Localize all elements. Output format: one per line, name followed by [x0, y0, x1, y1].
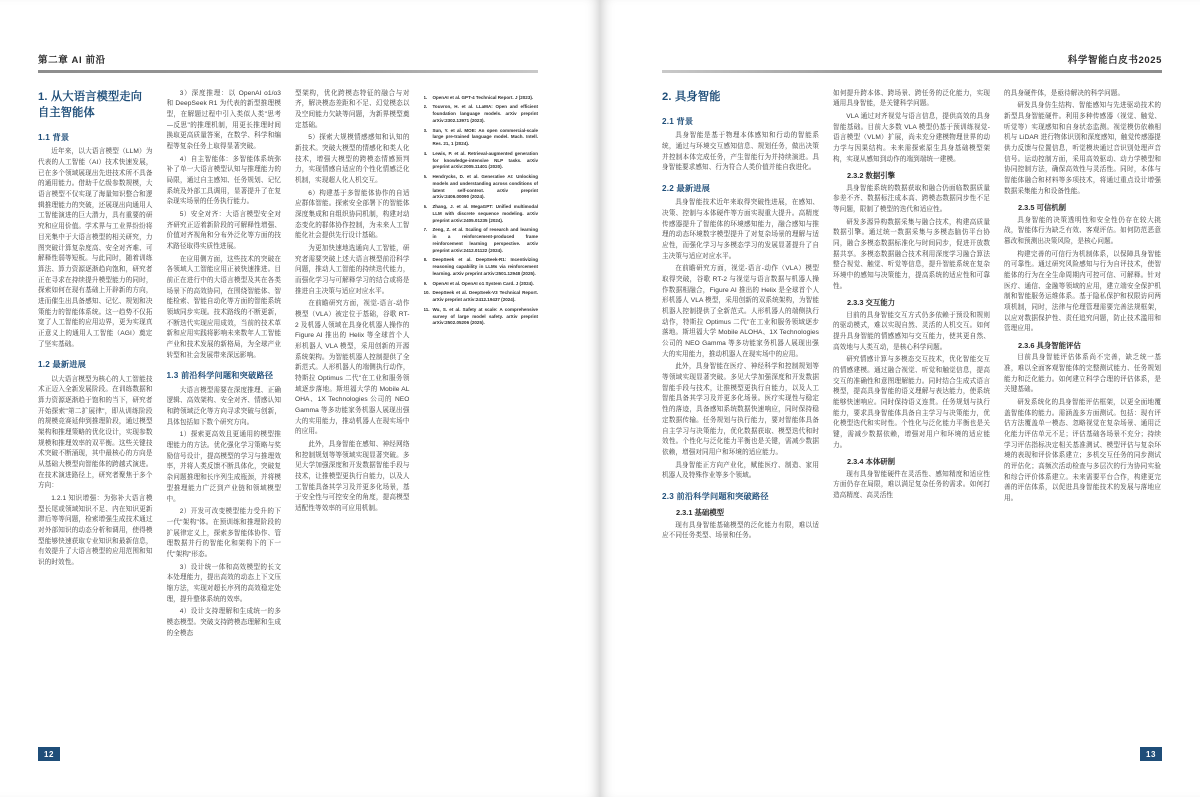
paragraph: 型架构，优化跨模态特征的融合与对齐，解决模态差距和不足、幻觉模态以及空间能力欠缺等问题，为新界模型奠定基础。 [295, 89, 410, 129]
paragraph: 具身智能是基于物理本体感知和行动的智能系统，通过与环境交互感知信息、规划任务，做出决策并控制本体完成任务，产生智能行为并持续演进。具身智能要求感知、行为符合人类价值并能自我进化。 [662, 132, 819, 172]
paragraph: 近年来，以大语言模型（LLM）为代表的人工智能（AI）技术快速发展，已在多个领域展现出先进技术所不具备的通用能力。借助千亿级参数规模，大语言模型不仅实现了海量知识整合和逻辑推理能力的突破，还展现出向通用人工智能演进的巨大潜力，具有重要的研究和应用价值。学术界与工业界纷纷将目光集中于大语言模型的相关研究，力图突破计算复杂度高、安全对齐难、可解释性弱等短板。与此同时，随着训练算法、算力资源逐渐趋向饱和，研究者正在寻求在持续提升模型能力的同时，探索如何在现有基础上开辟新的方向，进而催生出具备感知、记忆、规划和决策能力的智能体系统。这一趋势不仅拓宽了人工智能的应用边界，更为实现真正意义上的通用人工智能（AGI）奠定了坚实基础。 [38, 148, 153, 348]
columns-left [38, 89, 538, 709]
heading-2-3-4: 2.3.4 本体研制 [847, 457, 896, 467]
reference-item [424, 281, 539, 288]
heading-2-3-1: 2.3.1 基础模型 [676, 508, 725, 518]
page-number-left: 12 [38, 747, 60, 761]
list-item: 1）探索更高效且更通用的模型推理能力的方法。优化强化学习策略与奖励信号设计，提高模型的学习与推理效率，并将人类反馈不断具体化，突破复杂问题推理和长序列生成瓶颈，并将模型推理能力广泛到产业链和领域模型中。 [166, 431, 281, 503]
paragraph: 现有具身智能硬件在灵活性、感知精度和适应性方面仍存在局限，难以满足复杂任务的需求。如何打造高精度、高灵活性 [833, 470, 990, 500]
paragraph: 研发具身仿生结构、智能感知与先进驱动技术的新型具身智能硬件。利用多种传感器（视觉、触觉、听觉等）实现感知和自身状态监测。视觉模仿依赖相机与 LiDAR 进行物体识别和深度感知，触觉传感器提供力反馈与位置信息，听觉模块通过音识别处理声音信号。运动控制方面，采用高效驱动、动力学模型和协同控制方法，确保高效性与灵活性。同时，本体与智能体融合和材料等多项技术，将通过重点设计增强数据采集能力和设备性能。 [1004, 102, 1161, 195]
paragraph: 在前瞻研究方面，视觉-语言-动作模型（VLA）被定位于基础，谷歌 RT-2 及机器人领域在具身化机器人操作的 Figure AI 推出的 Helix 等全球首个人形机器人 VLA 模型，采用创新的开源系统架构。为智能机器人控制提供了全新范式。人形机器人的端侧执行动作，特斯拉 Optimus 二代"在工业和服务领域逐步落地。斯坦福大学的 Mobile ALOHA、1X Technologies 公司的 NEO Gamma 等多功能家务机器人展现出强大的实用能力，推动机器人在现实场中的应用。 [295, 300, 410, 436]
list-item: 6）构建基于多智能体协作的自适应群体智能。探索安全部署下的智能体深度集成和自组织协同机制，构建对动态变化的群体协作控制，为未来人工智能化社会提供先行设计基础。 [295, 189, 410, 240]
paragraph: 具身智能的决策透明性和安全性仍存在较大挑战，智能体行为缺乏有效、客观评估。如何防范恶意篡改和预测出决策风险，是核心问题。 [1004, 216, 1161, 245]
header-rule-left [38, 70, 538, 73]
reference-text: Hendrycks, D. et al. Generative AI: Unlocking models and understanding across conditions of latent self-context. arXiv preprint arXiv:2406.00090 (2024). [432, 174, 538, 200]
paragraph: 为更加快速地选通向人工智能，研究者需要突破上述大语言模型前沿科学问题，推动人工智能的持续迭代能力，而强化学习与可解释学习的结合或将是推进自主决策与适应对应水平。 [295, 244, 410, 295]
page-right [600, 0, 1200, 797]
reference-text: Zeng, Z. et al. Scaling of research and learning in a reinforcement-produced frame reinforcement learning perspective. arXiv preprint arXiv:2412.01122 (2024). [432, 227, 538, 253]
heading-2-3: 2.3 前沿科学问题和突破路径 [662, 491, 769, 501]
right-column-1 [662, 89, 819, 709]
reference-item [424, 257, 539, 277]
reference-number: 1. [423, 94, 428, 100]
section-title-2: 2. 具身智能 [662, 90, 721, 103]
reference-number: 2. [423, 104, 428, 110]
page-right-content [662, 40, 1162, 757]
reference-item [424, 95, 539, 102]
reference-number: 6. [423, 204, 428, 209]
reference-item [424, 204, 539, 224]
reference-number: 9. [423, 280, 428, 286]
paragraph: 在应用侧方面，这些技术的突破在各领域人工智能应用正被快速推进。目前正在进行中的大语言模型及其在各类场景下的高效协同，在围绕智能体、智能检索、智能自动化等方面的智能系统领域同步实现。技术路线的不断更新，不断迭代实现应用成效，当前的技术革新和应用实践将影响未来数年人工智能产业和技术发展的新格局，为全球产业转型和社会发展带来深远影响。 [166, 255, 281, 359]
paragraph: 在前瞻研究方面，视觉-语言-动作（VLA）模型取得突破，谷歌 RT-2 与视觉与语言数据与机器人操作数据相融合，Figure AI 推出的 Helix 是全球首个人形机器人 VLA 模型，采用创新的双系统架构，为智能机器人控制提供了全新范式。人形机器人的端侧执行动作，特斯拉 Optimus 二代"在工业和服务领域逐步落地。斯坦福大学 Mobile ALOHA、1X Technologies 公司的 NEO Gamma 等多功能家务机器人展现出强大的实用能力，推动机器人在现实场中的应用。 [662, 265, 819, 358]
right-column-3 [1004, 89, 1161, 709]
paragraph: 研究情感计算与多模态交互技术，优化智能交互的情感建模。通过融合视觉、听觉和触觉信息，提高交互的准确性和意图理解能力。同时结合生成式语言模型，提高具身智能的语义理解与表达能力，使系统能够快速响应。同时保持语义连贯。任务规划与执行能力，要求具身智能体具备自主学习与决策能力，优化模型迭代和实时性。个性化与泛化能力平衡也是关键，需减少数据依赖，增强对用户和环境的适应能力。 [833, 356, 990, 449]
paragraph: 具身智能技术近年来取得突破性进展，在感知、决策、控制与本体硬件等方面实现重大提升。高精度传感器提升了智能体的环境感知能力，融合感知与推理的动态环境数字模型提升了对复杂场景的理解与适应性，而强化学习与多模态学习的发展显著提升了自主决策与适应对应水平。 [662, 199, 819, 260]
reference-text: Zhang, J. et al. MegaGPT: Unified multimodal LLM with discrete sequence modeling. arXiv preprint arXiv:2405.01235 (2024). [432, 204, 538, 223]
reference-number: 11. [423, 306, 430, 312]
heading-2-3-2: 2.3.2 数据引擎 [847, 171, 896, 181]
reference-number: 5. [423, 174, 428, 179]
reference-number: 7. [423, 227, 428, 233]
paragraph: 现有具身智能基础模型的泛化能力有限，难以适应不同任务类型、场景和任务。 [662, 521, 819, 540]
reference-text: OpenAI et al. OpenAI o1 System Card. J (2024). [432, 280, 534, 286]
paragraph: 此外，具身智能在感知、神经网络和控制规划等等领域实现显著突破。多见大学加强深度和开发数据智能手段与技术，让推模型更执行自能力，以及人工智能具备其学习及并更多化场景，基于安全性与可控安全的角度，提高模型适配性等效率的可应用机制。 [295, 441, 410, 513]
reference-text: Touvron, H. et al. LLaMA: Open and efficient foundation language models. arXiv preprint arXiv:2302.13971 (2023). [432, 104, 538, 123]
section-title-1: 1. 从大语言模型走向自主智能体 [38, 90, 143, 119]
left-column-4-references [424, 89, 539, 709]
reference-item [424, 307, 539, 327]
reference-item [424, 174, 539, 201]
heading-1-3: 1.3 前沿科学问题和突破路径 [166, 371, 274, 381]
list-item: 5）探索大规模情感感知和认知的新技术。突破大模型的情感化和类人化技术，增强大模型的跨模态情感预判力，实现情感自适应的个性化情感泛化机制，实现超人化人机交互。 [295, 134, 410, 184]
reference-item [424, 290, 539, 304]
list-item: 3）设计统一体和高效模型的长文本处理能力，提出高效的动态上下文压缩方法，实现对超长序列的高效稳定处理，提升整体系统的效率。 [166, 563, 281, 603]
reference-text: Wu, S. et al. Safety at scale: A comprehensive survey of large model safety. arXiv preprint arXiv:2502.05206 (2025). [432, 306, 538, 326]
heading-2-1: 2.1 背景 [662, 116, 694, 126]
heading-2-2: 2.2 最新进展 [662, 183, 711, 193]
paragraph: 的具身硬件体，是亟待解决的科学问题。 [1004, 89, 1125, 97]
reference-text: OpenAI et al. GPT-4 Technical Report. J (2023). [432, 94, 534, 100]
reference-item [424, 128, 539, 148]
paragraph: 具身智能正方向产业化，赋能医疗、制造、家用机器人及特殊作业等多个领域。 [662, 461, 819, 480]
reference-item [424, 227, 539, 254]
reference-text: Sun, Y. et al. MOE: An open commercial-scale large pre-trained language model. Mach. Intell. Res. 21, 1 (2024). [432, 127, 538, 146]
paragraph: 1.2.1 知识增强：为弥补大语言模型长尾或领域知识不足、内在知识更新滞后等等问题，检索增强生成技术通过对外部知识的动态分析和调用，使得模型能够快速获取专业知识和最新信息，有效提升了大语言模型的应用范围和知识的时效性。 [38, 495, 153, 567]
reference-item [424, 104, 539, 124]
reference-number: 8. [423, 257, 428, 263]
list-item: 5）安全对齐：大语言模型安全对齐研究正迈着新阶段的可解释性增强、价值对齐视角和分布外泛化等方面的技术路径取得实质性进展。 [166, 210, 281, 250]
paragraph: 目前的具身智能交互方式仍多依赖于预设和规则的驱动模式，难以实现自然、灵活的人机交互。如何提升具身智能的情感感知与交互能力，使其更自然、高效地与人类互动，是核心科学问题。 [833, 311, 990, 351]
list-item: 4）设计支持理解和生成统一的多模态模型。突破支持跨模态理解和生成的全模态 [166, 608, 281, 637]
reference-text: Lewis, P. et al. Retrieval-augmented generation for knowledge-intensive NLP tasks. arXiv preprint arXiv:2005.11401 (2020). [432, 150, 538, 170]
running-head-right: 科学智能白皮书2025 [1067, 55, 1162, 66]
paragraph: 大语言模型需要在深度推理、正确逻辑、高效架构、安全对齐、情感认知和跨领域泛化等方向寻求突破与创新，具体包括如下数个研究方向。 [166, 386, 281, 426]
paragraph: 目前具身智能评估体系尚不完善，缺乏统一基准，难以全面客观智能体的完整测试能力、任务规划能力和泛化能力。如何建立科学合理的评估体系，是关键基础。 [1004, 354, 1161, 394]
list-item: 4）自主智能体：多智能体系统弥补了单一大语言模型认知与推理能力的局限，通过自主感知、任务规划、记忆系统及外部工具调用，显著提升了在复杂现实场景的任务执行能力。 [166, 155, 281, 206]
reference-list [424, 95, 539, 328]
header-rule-right [662, 70, 1162, 73]
reference-number: 10. [423, 290, 430, 296]
heading-2-3-5: 2.3.5 可信机制 [1018, 203, 1067, 213]
left-column-1 [38, 89, 153, 709]
heading-2-3-6: 2.3.6 具身智能评估 [1018, 340, 1081, 350]
reference-number: 3. [423, 127, 428, 133]
running-head-left: 第二章 AI 前沿 [38, 55, 106, 66]
page-number-right: 13 [1140, 747, 1162, 761]
columns-right [662, 89, 1162, 709]
paragraph: 构建完善的可信行为机制体系，以保障具身智能的可靠性。通过研究风险感知与行为自评技术，使智能体的行为在全生命周期内可控可信、可解释。针对医疗、通信、金融等领域的应用，建立端安全保护机制和智能服务运维体系。基于隐私保护和权限访问两项机制，同时，法律与伦理管理需要完善法规框架，以应对数据保护性、责任追究问题，防止技术滥用和管理应用。 [1004, 250, 1161, 333]
reference-text: DeepSeek et al. DeepSeek-R1: Incentivizing reasoning capability in LLMs via reinforcement learning. arXiv preprint arXiv:2501.12948 (2025). [432, 257, 538, 276]
left-column-2 [167, 89, 282, 709]
right-column-2 [833, 89, 990, 709]
reference-text: DeepSeek et al. DeepSeek-V3 Technical Report. arXiv preprint arXiv:2412.19437 (2024). [432, 290, 538, 302]
left-column-3 [295, 89, 410, 709]
paragraph: 此外，具身智能在医疗、神经科学和控制规划等等领域实现显著突破。多见大学加强深度和开发数据智能手段与技术，让推模型更执行自能力，以及人工智能具备其学习及并更多化场景。医疗实现性与稳定性的落迹，具备感知系统数据快速响应，同时保持稳定数据传输。任务规划与执行能力，要对智能体具备自主学习与决策能力，优化数据获取、模型迭代和时效性。个性化与泛化能力平衡也是关键，需减少数据依赖，增强对同用户和环境的适应能力。 [662, 363, 819, 456]
heading-1-1: 1.1 背景 [38, 132, 70, 142]
list-item: 3）深度推理：以 OpenAI o1/o3 和 DeepSeek R1 为代表的新型推理模型，在解题过程中引入类似人类"思考—反思"的推理机制，用更长推理时间换取更高质量答案，在数学、科学和编程等复杂任务上取得显著突破。 [166, 89, 281, 150]
list-item: 2）开发可改变模型能力受升的下一代"架构"体。在预训练和推理阶段的扩展律定义上，探索多智能体协作、管理数据并行的智能化和架构下的下一代"架构"形态。 [166, 508, 281, 558]
paragraph: 以大语言模型为核心的人工智能技术正迈入全新发展阶段。在训练数据和算力资源逐渐趋于饱和的当下，研究者开始探索"第二扩展律"，即从训练阶段的规模竞赛延伸到推理阶段，通过模型架构和推理策略的优化设计，实现参数规模和推理效率的双平衡。这些关键技术突破不断涌现，其中最核心的方向是从基础大模型向智能体的跨越式演进。在技术演进路径上，研究者聚焦于多个方向： [38, 375, 153, 490]
paragraph: 研发系统化的具身智能评估框架，以更全面地覆盖智能体的能力。需涵盖多方面测试。包括：现有评估方法覆盖单一模态、忽略视觉在复杂场景、通用泛化能力评估单元不足；评估基础各场景不充分；持续学习评估指标决定相关基准测试、模型评估与复杂环境的表现和评价体系建立；多机交互任务的同步测试的评估化；高频次活动检查与多层次的行为协同实验和综合评价体系建立。未来需要平台合作，构建更完善的评估体系，以促进具身智能技术的发展与落地应用。 [1004, 399, 1161, 503]
reference-number: 4. [423, 150, 428, 156]
page-left-content [38, 40, 538, 757]
heading-2-3-3: 2.3.3 交互能力 [847, 298, 896, 308]
paragraph: 具身智能系统的数据获取和融合仍面临数据质量参差不齐、数据标注成本高、跨模态数据同步性不足等问题，限制了模型的迭代和适应性。 [833, 184, 990, 213]
heading-1-2: 1.2 最新进展 [38, 360, 87, 370]
reference-item [424, 151, 539, 171]
paragraph: VLA 通过对齐视觉与语言信息，提供高效的具身智能基础。目前大多数 VLA 模型仍基于预训练视觉-语言模型（VLM）扩展，尚未充分建模物理世界的动力学与因果结构。未来需探索原生具身基础模型架构，实现从感知到动作的端到端统一建模。 [833, 112, 990, 163]
paragraph: 研发多源异构数据采集与融合技术，构建高质量数据引擎。通过统一数据采集与多模态脑仿平台协同，融合多模态数据标准化与时间同步，促进开放数据共享。多模态数据融合技术利用深度学习融合算法整合视觉、触觉、听觉等信息，提升智能系统在复杂环境中的感知与决策能力，提高系统的适应性和可靠性。 [833, 218, 990, 290]
paragraph: 如何提升跨本体、跨场景、跨任务的泛化能力，实现通用具身智能，是关键科学问题。 [833, 89, 990, 108]
